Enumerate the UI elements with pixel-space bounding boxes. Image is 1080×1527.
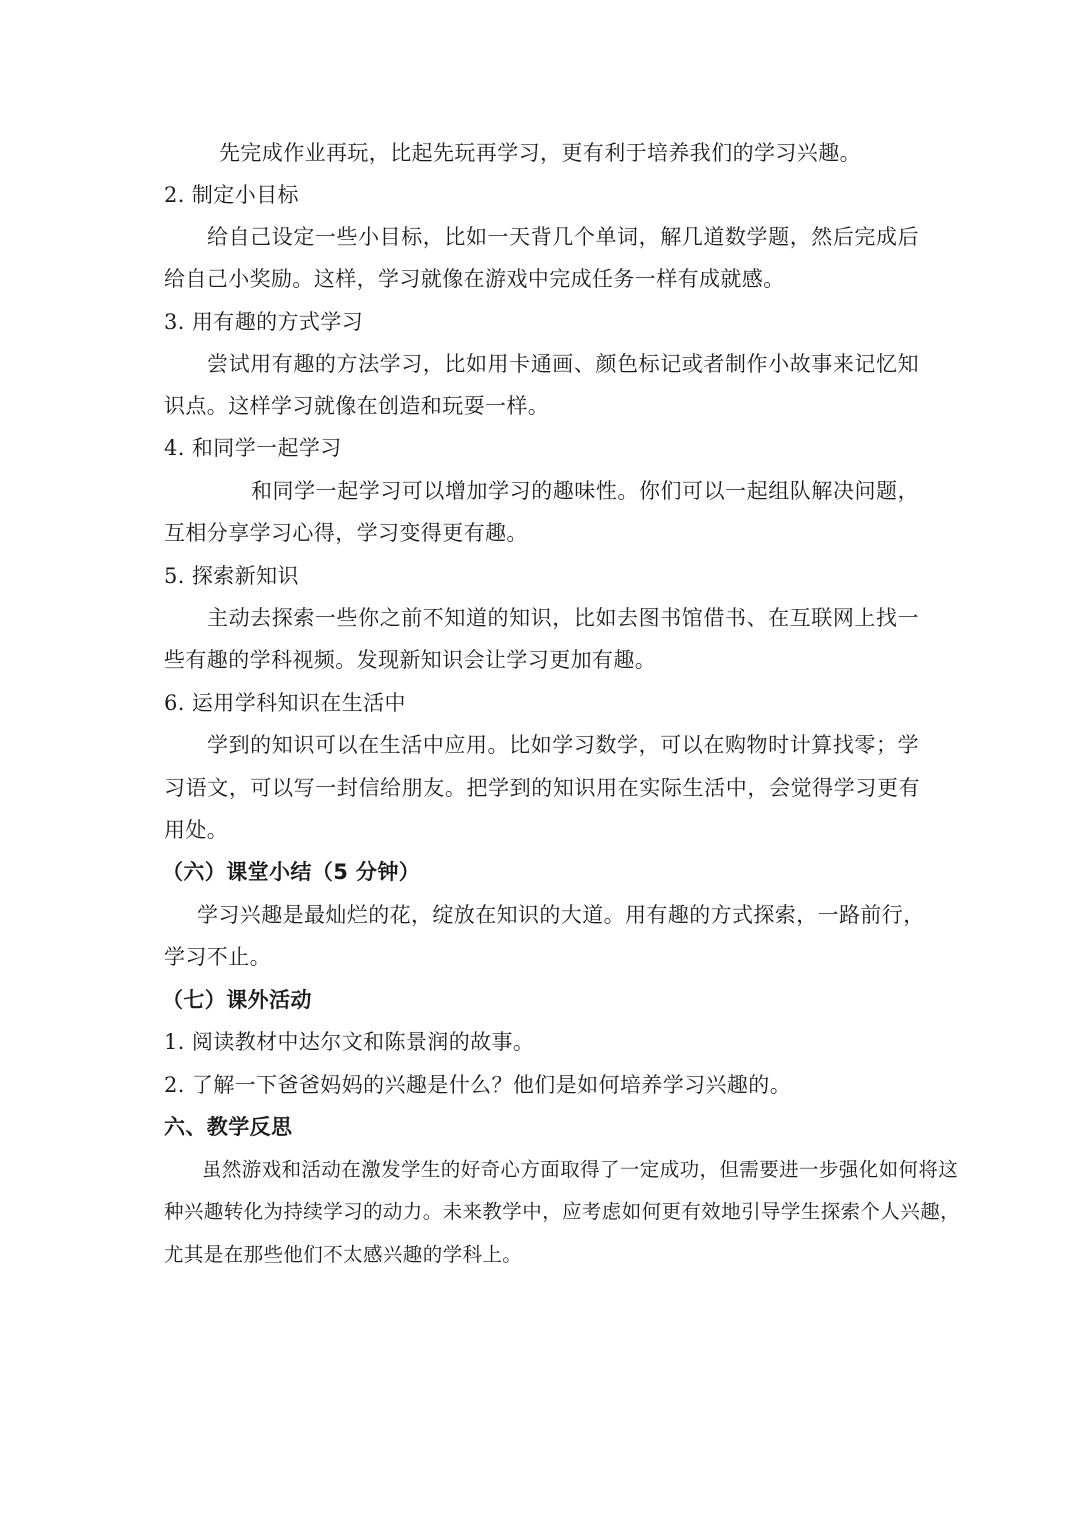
paragraph-line: 识点。这样学习就像在创造和玩耍一样。: [164, 394, 550, 418]
paragraph-line: 用处。: [164, 818, 229, 842]
section-heading-set-small-goals: 2. 制定小目标: [164, 183, 299, 207]
paragraph-line: 尝试用有趣的方法学习，比如用卡通画、颜色标记或者制作小故事来记忆知: [207, 352, 919, 376]
paragraph-line: 给自己设定一些小目标，比如一天背几个单词，解几道数学题，然后完成后: [207, 225, 919, 249]
paragraph-line: 些有趣的学科视频。发现新知识会让学习更加有趣。: [164, 648, 657, 672]
paragraph-line: 尤其是在那些他们不太感兴趣的学科上。: [164, 1243, 523, 1266]
section-heading-extracurricular: （七）课外活动: [162, 988, 312, 1012]
paragraph-line: 先完成作业再玩，比起先玩再学习，更有利于培养我们的学习兴趣。: [219, 141, 861, 165]
paragraph-line: 学习不止。: [164, 945, 271, 969]
paragraph-line: 学习兴趣是最灿烂的花，绽放在知识的大道。用有趣的方式探索，一路前行，: [197, 903, 925, 927]
section-heading-explore-new-knowledge: 5. 探索新知识: [164, 564, 299, 588]
section-heading-class-summary: （六）课堂小结（5 分钟）: [162, 860, 421, 884]
paragraph-line: 互相分享学习心得，学习变得更有趣。: [164, 521, 528, 545]
section-heading-teaching-reflection: 六、教学反思: [164, 1115, 293, 1139]
paragraph-line: 习语文，可以写一封信给朋友。把学到的知识用在实际生活中，会觉得学习更有: [164, 776, 920, 800]
list-item: 1. 阅读教材中达尔文和陈景润的故事。: [164, 1030, 535, 1054]
section-heading-study-with-classmates: 4. 和同学一起学习: [164, 436, 342, 460]
paragraph-line: 主动去探索一些你之前不知道的知识，比如去图书馆借书、在互联网上找一: [207, 606, 919, 630]
section-heading-fun-methods: 3. 用有趣的方式学习: [164, 310, 364, 334]
section-heading-apply-knowledge: 6. 运用学科知识在生活中: [164, 691, 406, 715]
paragraph-line: 虽然游戏和活动在激发学生的好奇心方面取得了一定成功，但需要进一步强化如何将这: [202, 1158, 959, 1181]
paragraph-line: 学到的知识可以在生活中应用。比如学习数学，可以在购物时计算找零；学: [207, 733, 919, 757]
paragraph-line: 种兴趣转化为持续学习的动力。未来教学中，应考虑如何更有效地引导学生探索个人兴趣，: [164, 1200, 961, 1223]
paragraph-line: 给自己小奖励。这样，学习就像在游戏中完成任务一样有成就感。: [164, 267, 785, 291]
list-item: 2. 了解一下爸爸妈妈的兴趣是什么？他们是如何培养学习兴趣的。: [164, 1073, 792, 1097]
paragraph-line: 和同学一起学习可以增加学习的趣味性。你们可以一起组队解决问题，: [251, 479, 919, 503]
